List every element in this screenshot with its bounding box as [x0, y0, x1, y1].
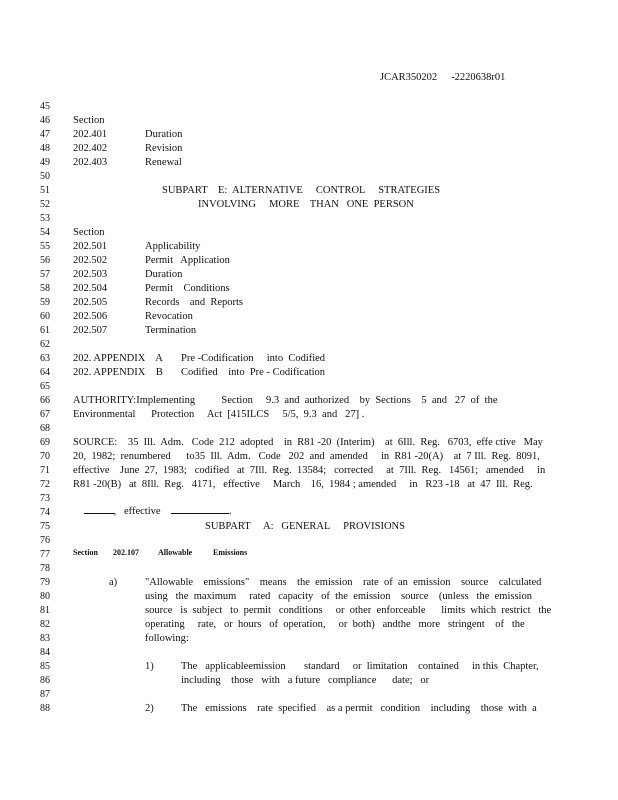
source-note-line: effective June 27, 1983; codified at 7Ill. Reg. 13584; corrected at 7Ill. Reg. 14561; amended in — [73, 465, 546, 476]
line-number: 66 — [40, 395, 50, 406]
page-header — [380, 73, 505, 84]
line-number: 79 — [40, 577, 50, 588]
section-number: 202.107 — [113, 548, 139, 557]
paragraph-text: "Allowable emissions" means the emission rate of an emission source calculated — [145, 577, 542, 588]
section-label: Section — [73, 548, 98, 557]
line-number: 58 — [40, 283, 50, 294]
source-end-period: . — [229, 505, 232, 517]
paragraph-text: using the maximum rated capacity of the emission source (unless the emission — [145, 591, 532, 602]
line-number: 50 — [40, 171, 50, 182]
subpart-e-heading-continued: INVOLVING MORE THAN ONE PERSON — [198, 199, 414, 210]
paragraph-marker: a) — [109, 577, 118, 588]
line-number: 54 — [40, 227, 50, 238]
line-number: 76 — [40, 535, 50, 546]
line-number: 46 — [40, 115, 50, 126]
line-number: 64 — [40, 367, 50, 378]
line-number: 65 — [40, 381, 50, 392]
line-number: 67 — [40, 409, 50, 420]
line-number: 69 — [40, 437, 50, 448]
toc-section-number: 202.401 — [73, 129, 108, 140]
paragraph-text: source is subject to permit conditions or other enforceable limits which restrict the — [145, 605, 552, 616]
toc-section-title: Applicability — [145, 241, 201, 252]
subpart-e-heading: SUBPART E: ALTERNATIVE CONTROL STRATEGIES — [162, 185, 441, 196]
toc-section-title: Records and Reports — [145, 297, 243, 308]
line-number: 77 — [40, 549, 50, 560]
toc-section-number: 202.402 — [73, 143, 108, 154]
line-number: 48 — [40, 143, 50, 154]
blank-effective-date — [171, 505, 229, 514]
toc-section-number: 202.501 — [73, 241, 108, 252]
toc-section-title: Permit Conditions — [145, 283, 230, 294]
line-number: 71 — [40, 465, 50, 476]
line-number: 53 — [40, 213, 50, 224]
blank-reg-page — [84, 505, 114, 514]
line-number: 61 — [40, 325, 50, 336]
source-note: SOURCE: 35 Ill. Adm. Code 212 adopted in R81 -20 (Interim) at 6Ill. Reg. 6703, effe ctive May — [73, 437, 543, 448]
line-number: 70 — [40, 451, 50, 462]
toc-section-title: Termination — [145, 325, 197, 336]
subparagraph-marker: 1) — [145, 661, 154, 672]
toc-section-title: Duration — [145, 129, 183, 140]
line-number: 62 — [40, 339, 50, 350]
document-id: JCAR350202 — [380, 72, 438, 83]
revision-id: -2220638r01 — [451, 72, 506, 83]
line-number: 56 — [40, 255, 50, 266]
line-number: 60 — [40, 311, 50, 322]
toc-section-number: 202.507 — [73, 325, 108, 336]
line-number: 49 — [40, 157, 50, 168]
line-number: 55 — [40, 241, 50, 252]
appendix-label: 202. APPENDIX B — [73, 367, 163, 378]
appendix-title: Pre -Codification into Codified — [181, 353, 326, 364]
toc-section-number: 202.503 — [73, 269, 108, 280]
effective-label: , effective — [113, 505, 161, 517]
line-number: 81 — [40, 605, 50, 616]
line-number: 85 — [40, 661, 50, 672]
appendix-title: Codified into Pre - Codification — [181, 367, 326, 378]
toc-section-number: 202.504 — [73, 283, 108, 294]
toc-section-title: Duration — [145, 269, 183, 280]
toc-heading: Section — [73, 227, 105, 238]
line-number: 87 — [40, 689, 50, 700]
line-number: 82 — [40, 619, 50, 630]
line-number: 84 — [40, 647, 50, 658]
line-number: 63 — [40, 353, 50, 364]
line-number: 80 — [40, 591, 50, 602]
line-number: 51 — [40, 185, 50, 196]
paragraph-text: operating rate, or hours of operation, or both) andthe more stringent of the — [145, 619, 525, 630]
line-number: 73 — [40, 493, 50, 504]
line-number: 78 — [40, 563, 50, 574]
line-number: 45 — [40, 101, 50, 112]
line-number: 86 — [40, 675, 50, 686]
source-note-line: R81 -20(B) at 8Ill. Reg. 4171, effective March 16, 1984 ; amended in R23 -18 at 47 Ill. Reg. — [73, 479, 533, 490]
line-number: 68 — [40, 423, 50, 434]
subparagraph-text: The applicableemission standard or limitation contained in this Chapter, — [181, 661, 539, 672]
toc-section-title: Renewal — [145, 157, 182, 168]
source-note-line: 20, 1982; renumbered to35 Ill. Adm. Code 202 and amended in R81 -20(A) at 7 Ill. Reg. 8091, — [73, 451, 540, 462]
line-number: 83 — [40, 633, 50, 644]
toc-section-number: 202.505 — [73, 297, 108, 308]
toc-section-title: Revision — [145, 143, 183, 154]
paragraph-text: following: — [145, 633, 189, 644]
toc-section-number: 202.502 — [73, 255, 108, 266]
toc-section-number: 202.403 — [73, 157, 108, 168]
line-number: 88 — [40, 703, 50, 714]
line-number: 75 — [40, 521, 50, 532]
toc-heading: Section — [73, 115, 105, 126]
line-number: 72 — [40, 479, 50, 490]
section-title: Allowable — [158, 548, 193, 557]
subpart-a-heading: SUBPART A: GENERAL PROVISIONS — [205, 521, 405, 532]
authority-note: AUTHORITY:Implementing Section 9.3 and authorized by Sections 5 and 27 of the — [73, 395, 498, 406]
section-title-continued: Emissions — [213, 548, 248, 557]
toc-section-number: 202.506 — [73, 311, 108, 322]
appendix-label: 202. APPENDIX A — [73, 353, 163, 364]
line-number: 47 — [40, 129, 50, 140]
toc-section-title: Revocation — [145, 311, 193, 322]
subparagraph-text: The emissions rate specified as a permit condition including those with a — [181, 703, 537, 714]
subparagraph-text: including those with a future compliance date; or — [181, 675, 430, 686]
line-number: 74 — [40, 507, 50, 518]
line-number: 59 — [40, 297, 50, 308]
line-number: 52 — [40, 199, 50, 210]
subparagraph-marker: 2) — [145, 703, 154, 714]
line-number: 57 — [40, 269, 50, 280]
authority-note-continued: Environmental Protection Act [415ILCS 5/5, 9.3 and 27] . — [73, 409, 365, 420]
toc-section-title: Permit Application — [145, 255, 230, 266]
